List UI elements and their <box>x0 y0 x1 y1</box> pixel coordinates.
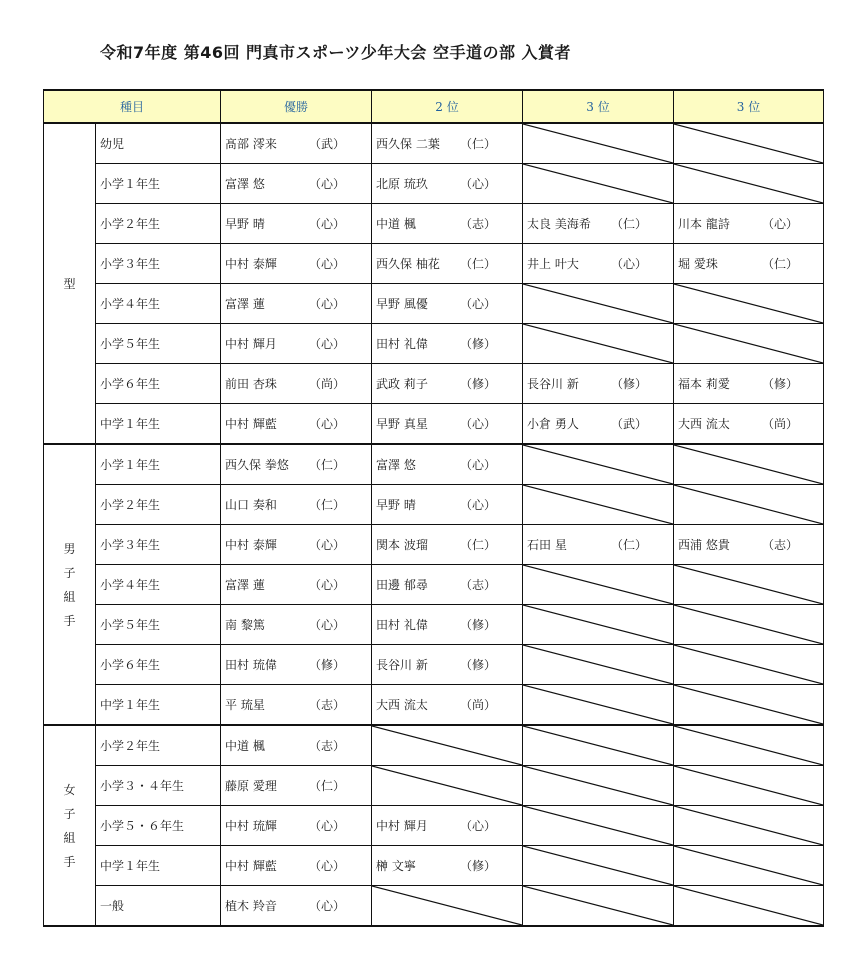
winner-name: 関本 波瑠 <box>376 538 428 552</box>
event-cell: 小学２年生 <box>96 485 221 525</box>
event-cell: 小学４年生 <box>96 565 221 605</box>
first-place-cell <box>221 806 372 846</box>
winner-name: 前田 杏珠 <box>225 377 277 391</box>
empty-slot-cell <box>523 284 674 324</box>
dojo-affiliation: （心） <box>309 538 346 552</box>
dojo-affiliation: （心） <box>309 217 346 231</box>
empty-slot-cell <box>372 886 523 927</box>
diagonal-line <box>523 685 673 724</box>
diagonal-slash-icon <box>523 284 673 323</box>
diagonal-line <box>674 445 823 484</box>
second-place-cell <box>372 284 523 324</box>
second-place-cell <box>372 806 523 846</box>
diagonal-line <box>674 846 823 885</box>
diagonal-slash-icon <box>674 766 823 805</box>
winner-name: 富澤 蓮 <box>225 578 265 592</box>
first-place-cell <box>221 525 372 565</box>
first-place-cell <box>221 364 372 404</box>
third-place-a-cell <box>523 404 674 445</box>
empty-slot-cell <box>674 324 824 364</box>
table-row <box>44 886 824 927</box>
third-place-b-cell <box>674 404 824 445</box>
results-table <box>43 89 824 927</box>
table-row <box>44 645 824 685</box>
diagonal-slash-icon <box>523 846 673 885</box>
empty-slot-cell <box>674 485 824 525</box>
empty-slot-cell <box>674 886 824 927</box>
winner-name: 田村 礼偉 <box>376 337 428 351</box>
table-row <box>44 284 824 324</box>
dojo-affiliation: （武） <box>611 417 648 431</box>
dojo-affiliation: （仁） <box>309 779 346 793</box>
second-place-cell <box>372 204 523 244</box>
header-first-place: 優勝 <box>221 90 372 123</box>
winner-name: 中道 楓 <box>225 739 265 753</box>
table-row <box>44 685 824 726</box>
winner-name: 植木 羚音 <box>225 899 277 913</box>
dojo-affiliation: （志） <box>762 538 799 552</box>
first-place-cell <box>221 444 372 485</box>
empty-slot-cell <box>523 806 674 846</box>
diagonal-slash-icon <box>523 485 673 524</box>
diagonal-slash-icon <box>523 685 673 724</box>
table-row <box>44 605 824 645</box>
winner-name: 早野 晴 <box>376 498 416 512</box>
dojo-affiliation: （心） <box>611 257 648 271</box>
dojo-affiliation: （心） <box>460 498 497 512</box>
first-place-cell <box>221 886 372 927</box>
third-place-b-cell <box>674 364 824 404</box>
diagonal-line <box>674 164 823 203</box>
third-place-a-cell <box>523 204 674 244</box>
winner-name: 平 琉星 <box>225 698 265 712</box>
empty-slot-cell <box>674 846 824 886</box>
diagonal-slash-icon <box>674 565 823 604</box>
diagonal-slash-icon <box>674 124 823 163</box>
winner-name: 中村 琉輝 <box>225 819 277 833</box>
dojo-affiliation: （仁） <box>611 538 648 552</box>
event-cell: 中学１年生 <box>96 404 221 445</box>
dojo-affiliation: （心） <box>309 177 346 191</box>
winner-name: 北原 琉玖 <box>376 177 428 191</box>
diagonal-line <box>674 284 823 323</box>
category-cell <box>44 725 96 926</box>
empty-slot-cell <box>674 565 824 605</box>
dojo-affiliation: （仁） <box>762 257 799 271</box>
winner-name: 石田 星 <box>527 538 567 552</box>
second-place-cell <box>372 123 523 164</box>
diagonal-slash-icon <box>674 726 823 765</box>
first-place-cell <box>221 766 372 806</box>
first-place-cell <box>221 685 372 726</box>
second-place-cell <box>372 525 523 565</box>
winner-name: 藤原 愛理 <box>225 779 277 793</box>
winner-name: 大西 流太 <box>376 698 428 712</box>
first-place-cell <box>221 284 372 324</box>
diagonal-line <box>523 645 673 684</box>
dojo-affiliation: （仁） <box>460 137 497 151</box>
table-row <box>44 766 824 806</box>
event-cell: 小学５年生 <box>96 605 221 645</box>
diagonal-slash-icon <box>674 685 823 724</box>
diagonal-line <box>674 685 823 724</box>
diagonal-line <box>523 886 673 925</box>
diagonal-line <box>674 324 823 363</box>
dojo-affiliation: （仁） <box>309 498 346 512</box>
event-cell: 小学４年生 <box>96 284 221 324</box>
diagonal-line <box>674 645 823 684</box>
event-cell: 幼児 <box>96 123 221 164</box>
dojo-affiliation: （心） <box>309 819 346 833</box>
second-place-cell <box>372 164 523 204</box>
diagonal-slash-icon <box>523 726 673 765</box>
second-place-cell <box>372 485 523 525</box>
diagonal-slash-icon <box>372 766 522 805</box>
dojo-affiliation: （仁） <box>611 217 648 231</box>
winner-name: 田邊 郁尋 <box>376 578 428 592</box>
event-cell: 小学２年生 <box>96 725 221 766</box>
diagonal-slash-icon <box>372 886 522 925</box>
table-row <box>44 204 824 244</box>
page-title: 令和7年度 第46回 門真市スポーツ少年大会 空手道の部 入賞者 <box>100 43 572 62</box>
winner-name: 中村 輝藍 <box>225 417 277 431</box>
diagonal-line <box>523 164 673 203</box>
second-place-cell <box>372 404 523 445</box>
winner-name: 山口 奏和 <box>225 498 277 512</box>
header-third-place-a: 3 位 <box>523 90 674 123</box>
dojo-affiliation: （尚） <box>460 698 497 712</box>
winner-name: 田村 琉偉 <box>225 658 277 672</box>
empty-slot-cell <box>674 284 824 324</box>
empty-slot-cell <box>674 766 824 806</box>
empty-slot-cell <box>523 846 674 886</box>
first-place-cell <box>221 164 372 204</box>
diagonal-slash-icon <box>523 164 673 203</box>
winner-name: 中道 楓 <box>376 217 416 231</box>
dojo-affiliation: （仁） <box>460 257 497 271</box>
winner-name: 富澤 蓮 <box>225 297 265 311</box>
first-place-cell <box>221 404 372 445</box>
winner-name: 西久保 拳悠 <box>225 458 289 472</box>
diagonal-slash-icon <box>674 324 823 363</box>
winner-name: 中村 輝藍 <box>225 859 277 873</box>
winner-name: 大西 流太 <box>678 417 730 431</box>
first-place-cell <box>221 565 372 605</box>
diagonal-line <box>523 284 673 323</box>
winner-name: 早野 晴 <box>225 217 265 231</box>
dojo-affiliation: （志） <box>460 578 497 592</box>
winner-name: 西浦 悠貴 <box>678 538 730 552</box>
diagonal-line <box>523 124 673 163</box>
dojo-affiliation: （修） <box>460 337 497 351</box>
category-label: 男子組手 <box>63 541 76 628</box>
diagonal-slash-icon <box>523 886 673 925</box>
event-cell: 一般 <box>96 886 221 927</box>
first-place-cell <box>221 645 372 685</box>
event-cell: 小学２年生 <box>96 204 221 244</box>
diagonal-slash-icon <box>674 485 823 524</box>
dojo-affiliation: （修） <box>460 618 497 632</box>
event-cell: 小学５年生 <box>96 324 221 364</box>
diagonal-line <box>372 726 522 765</box>
diagonal-line <box>674 485 823 524</box>
third-place-b-cell <box>674 525 824 565</box>
diagonal-line <box>674 886 823 925</box>
winner-name: 堀 愛珠 <box>678 257 718 271</box>
empty-slot-cell <box>523 725 674 766</box>
diagonal-slash-icon <box>674 846 823 885</box>
diagonal-slash-icon <box>674 806 823 845</box>
empty-slot-cell <box>674 605 824 645</box>
winner-name: 田村 礼偉 <box>376 618 428 632</box>
diagonal-slash-icon <box>523 766 673 805</box>
diagonal-slash-icon <box>523 605 673 644</box>
winner-name: 富澤 悠 <box>376 458 416 472</box>
winner-name: 武政 莉子 <box>376 377 428 391</box>
dojo-affiliation: （心） <box>309 257 346 271</box>
diagonal-line <box>674 806 823 845</box>
second-place-cell <box>372 364 523 404</box>
table-row <box>44 525 824 565</box>
empty-slot-cell <box>674 164 824 204</box>
second-place-cell <box>372 444 523 485</box>
empty-slot-cell <box>523 766 674 806</box>
winner-name: 西久保 二葉 <box>376 137 440 151</box>
header-second-place: 2 位 <box>372 90 523 123</box>
dojo-affiliation: （仁） <box>309 458 346 472</box>
second-place-cell <box>372 605 523 645</box>
winner-name: 中村 泰輝 <box>225 538 277 552</box>
dojo-affiliation: （心） <box>309 859 346 873</box>
third-place-a-cell <box>523 525 674 565</box>
header-row <box>44 90 824 123</box>
category-cell <box>44 444 96 725</box>
diagonal-line <box>523 605 673 644</box>
empty-slot-cell <box>372 725 523 766</box>
dojo-affiliation: （武） <box>309 137 346 151</box>
diagonal-line <box>523 766 673 805</box>
dojo-affiliation: （心） <box>460 458 497 472</box>
diagonal-line <box>523 445 673 484</box>
first-place-cell <box>221 123 372 164</box>
diagonal-slash-icon <box>674 645 823 684</box>
event-cell: 小学６年生 <box>96 364 221 404</box>
empty-slot-cell <box>674 123 824 164</box>
second-place-cell <box>372 565 523 605</box>
second-place-cell <box>372 244 523 284</box>
diagonal-slash-icon <box>523 124 673 163</box>
dojo-affiliation: （心） <box>309 417 346 431</box>
dojo-affiliation: （修） <box>460 658 497 672</box>
third-place-a-cell <box>523 364 674 404</box>
first-place-cell <box>221 485 372 525</box>
diagonal-line <box>523 324 673 363</box>
event-cell: 小学１年生 <box>96 444 221 485</box>
winner-name: 富澤 悠 <box>225 177 265 191</box>
empty-slot-cell <box>523 886 674 927</box>
winner-name: 中村 輝月 <box>225 337 277 351</box>
dojo-affiliation: （心） <box>460 297 497 311</box>
table-row <box>44 123 824 164</box>
event-cell: 小学３年生 <box>96 244 221 284</box>
dojo-affiliation: （修） <box>460 859 497 873</box>
third-place-b-cell <box>674 204 824 244</box>
diagonal-slash-icon <box>372 726 522 765</box>
dojo-affiliation: （心） <box>460 819 497 833</box>
winner-name: 井上 叶大 <box>527 257 579 271</box>
category-label: 女子組手 <box>63 782 76 869</box>
empty-slot-cell <box>523 605 674 645</box>
dojo-affiliation: （心） <box>309 337 346 351</box>
dojo-affiliation: （志） <box>460 217 497 231</box>
empty-slot-cell <box>674 725 824 766</box>
table-row <box>44 725 824 766</box>
diagonal-slash-icon <box>674 284 823 323</box>
dojo-affiliation: （修） <box>611 377 648 391</box>
winner-name: 早野 真星 <box>376 417 428 431</box>
event-cell: 小学６年生 <box>96 645 221 685</box>
event-cell: 小学１年生 <box>96 164 221 204</box>
diagonal-line <box>523 846 673 885</box>
winner-name: 早野 風優 <box>376 297 428 311</box>
diagonal-slash-icon <box>523 445 673 484</box>
table-row <box>44 164 824 204</box>
dojo-affiliation: （志） <box>309 698 346 712</box>
third-place-a-cell <box>523 244 674 284</box>
diagonal-slash-icon <box>674 605 823 644</box>
empty-slot-cell <box>523 324 674 364</box>
winner-name: 小倉 勇人 <box>527 417 579 431</box>
table-row <box>44 444 824 485</box>
empty-slot-cell <box>523 485 674 525</box>
diagonal-line <box>674 726 823 765</box>
dojo-affiliation: （志） <box>309 739 346 753</box>
winner-name: 南 黎篤 <box>225 618 265 632</box>
diagonal-line <box>523 726 673 765</box>
diagonal-line <box>674 124 823 163</box>
third-place-b-cell <box>674 244 824 284</box>
event-cell: 小学３年生 <box>96 525 221 565</box>
empty-slot-cell <box>523 645 674 685</box>
dojo-affiliation: （修） <box>460 377 497 391</box>
category-cell <box>44 123 96 444</box>
table-row <box>44 364 824 404</box>
first-place-cell <box>221 846 372 886</box>
table-row <box>44 244 824 284</box>
diagonal-slash-icon <box>523 806 673 845</box>
second-place-cell <box>372 685 523 726</box>
event-cell: 中学１年生 <box>96 685 221 726</box>
table-row <box>44 324 824 364</box>
winner-name: 川本 龍詩 <box>678 217 730 231</box>
header-event: 種目 <box>44 90 221 123</box>
dojo-affiliation: （心） <box>309 578 346 592</box>
diagonal-line <box>674 565 823 604</box>
empty-slot-cell <box>674 645 824 685</box>
dojo-affiliation: （心） <box>309 618 346 632</box>
diagonal-slash-icon <box>674 164 823 203</box>
event-cell: 中学１年生 <box>96 846 221 886</box>
diagonal-slash-icon <box>523 324 673 363</box>
dojo-affiliation: （尚） <box>309 377 346 391</box>
table-row <box>44 485 824 525</box>
empty-slot-cell <box>523 685 674 726</box>
event-cell: 小学５・６年生 <box>96 806 221 846</box>
dojo-affiliation: （心） <box>309 899 346 913</box>
second-place-cell <box>372 846 523 886</box>
diagonal-slash-icon <box>523 565 673 604</box>
table-row <box>44 846 824 886</box>
first-place-cell <box>221 244 372 284</box>
diagonal-line <box>674 766 823 805</box>
second-place-cell <box>372 324 523 364</box>
second-place-cell <box>372 645 523 685</box>
dojo-affiliation: （心） <box>309 297 346 311</box>
empty-slot-cell <box>674 444 824 485</box>
first-place-cell <box>221 324 372 364</box>
table-row <box>44 806 824 846</box>
winner-name: 榊 文寧 <box>376 859 416 873</box>
empty-slot-cell <box>674 685 824 726</box>
event-cell: 小学３・４年生 <box>96 766 221 806</box>
dojo-affiliation: （心） <box>762 217 799 231</box>
dojo-affiliation: （修） <box>762 377 799 391</box>
winner-name: 長谷川 新 <box>376 658 428 672</box>
first-place-cell <box>221 204 372 244</box>
winner-name: 中村 泰輝 <box>225 257 277 271</box>
results-body <box>44 123 824 926</box>
empty-slot-cell <box>372 766 523 806</box>
diagonal-line <box>372 766 522 805</box>
diagonal-slash-icon <box>674 445 823 484</box>
empty-slot-cell <box>523 565 674 605</box>
dojo-affiliation: （修） <box>309 658 346 672</box>
dojo-affiliation: （心） <box>460 417 497 431</box>
diagonal-slash-icon <box>523 645 673 684</box>
winner-name: 髙部 澪来 <box>225 137 277 151</box>
diagonal-line <box>674 605 823 644</box>
empty-slot-cell <box>523 444 674 485</box>
table-row <box>44 565 824 605</box>
dojo-affiliation: （心） <box>460 177 497 191</box>
empty-slot-cell <box>674 806 824 846</box>
dojo-affiliation: （仁） <box>460 538 497 552</box>
empty-slot-cell <box>523 164 674 204</box>
diagonal-line <box>523 565 673 604</box>
diagonal-line <box>372 886 522 925</box>
winner-name: 長谷川 新 <box>527 377 579 391</box>
first-place-cell <box>221 725 372 766</box>
header-third-place-b: 3 位 <box>674 90 824 123</box>
first-place-cell <box>221 605 372 645</box>
winner-name: 太良 美海希 <box>527 217 591 231</box>
winner-name: 福本 莉愛 <box>678 377 730 391</box>
category-label: 型 <box>63 276 76 291</box>
diagonal-slash-icon <box>674 886 823 925</box>
empty-slot-cell <box>523 123 674 164</box>
diagonal-line <box>523 806 673 845</box>
table-row <box>44 404 824 445</box>
diagonal-line <box>523 485 673 524</box>
winner-name: 西久保 柚花 <box>376 257 440 271</box>
winner-name: 中村 輝月 <box>376 819 428 833</box>
dojo-affiliation: （尚） <box>762 417 799 431</box>
